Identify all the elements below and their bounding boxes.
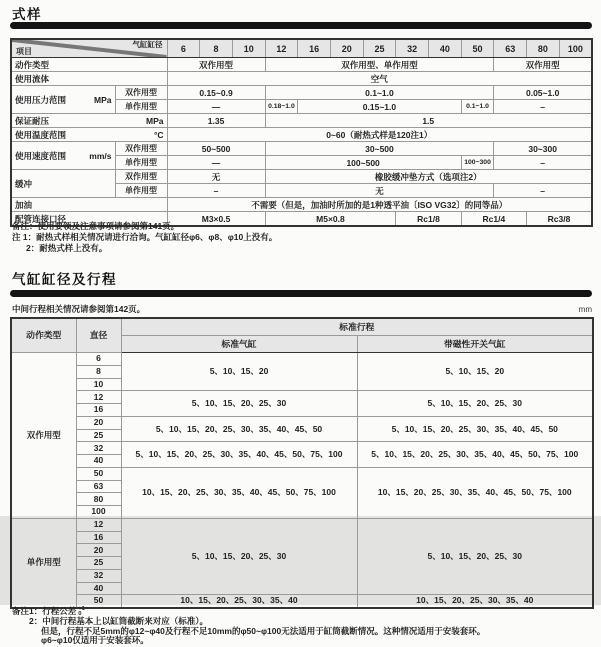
- spec-value-cell: Rc1/4: [461, 212, 526, 227]
- header-bore: 直径: [76, 318, 121, 353]
- note-line: 备注：使用要领及注意事项请参阅第141页。: [12, 221, 180, 231]
- note-line: 2：中间行程基本上以缸筒截断来对应（标准）。: [29, 615, 208, 626]
- bore-cell: 40: [76, 582, 121, 595]
- stroke-tolerance: +1 0: [78, 606, 85, 617]
- spec-sub-label: 单作用型: [115, 156, 167, 170]
- bore-cell: 100: [76, 506, 121, 519]
- switch-stroke-cell: 5、10、15、20: [357, 353, 593, 391]
- row-label-text: 加油: [15, 199, 33, 210]
- bore-cell: 40: [76, 455, 121, 468]
- standard-stroke-cell: 5、10、15、20: [121, 353, 357, 391]
- note-line: 但是，行程不足5mm的φ12~φ40及行程不足10mm的φ50~φ100无法适用于缸筒截断情况。这种情况适用于安装套环。: [41, 625, 486, 636]
- spec-sub-label: 单作用型: [115, 100, 167, 114]
- spec-value-cell: –: [494, 184, 592, 198]
- row-unit: °C: [153, 129, 164, 140]
- bore-header-cell: 16: [298, 39, 331, 58]
- action-type-cell: 单作用型: [11, 518, 76, 607]
- spec-value-cell: 0~60（耐热式样是120注1）: [167, 128, 592, 142]
- standard-stroke-cell: 5、10、15、20、25、30: [121, 391, 357, 417]
- section-title-specifications: 式样: [12, 7, 42, 22]
- spec-value-cell: –: [167, 184, 265, 198]
- bore-stroke-table: [10, 317, 594, 609]
- spec-value-cell: 双作用型: [494, 58, 592, 72]
- note-line: 注 1：耐热式样相关情况请进行洽询。气缸缸径φ6、φ8、φ10上没有。: [12, 231, 278, 242]
- spec-value-cell: 0.1~1.0: [265, 86, 494, 100]
- bore-header-cell: 10: [232, 39, 265, 58]
- standard-stroke-cell: 10、15、20、25、30、35、40、45、50、75、100: [121, 467, 357, 518]
- bore-cell: 10: [76, 378, 121, 391]
- spec-notes: [12, 221, 277, 253]
- spec-row-label: [11, 198, 167, 212]
- spec-row-label: [11, 86, 115, 114]
- bore-cell: 8: [76, 365, 121, 378]
- note-line: 2：耐热式样上没有。: [26, 242, 108, 253]
- bore-header-cell: 12: [265, 39, 298, 58]
- switch-stroke-cell: 5、10、15、20、25、30: [357, 518, 593, 595]
- bore-header-cell: 6: [167, 39, 200, 58]
- spec-value-cell: 0.15~1.0: [298, 100, 461, 114]
- title-rule-bar: [10, 22, 592, 29]
- spec-value-cell: 不需要（但是，加油时所加的是1种透平油〔ISO VG32〕的同等品）: [167, 198, 592, 212]
- switch-stroke-cell: 10、15、20、25、30、35、40: [357, 595, 593, 608]
- bore-header-cell: 25: [363, 39, 396, 58]
- row-label-text: 配管连接口径: [15, 213, 67, 224]
- row-unit: MPa: [94, 94, 112, 105]
- switch-stroke-cell: 10、15、20、25、30、35、40、45、50、75、100: [357, 467, 593, 518]
- header-standard-cylinder: 标准气缸: [121, 336, 357, 353]
- bore-cell: 50: [76, 595, 121, 608]
- title-rule-bar: [10, 290, 592, 297]
- bore-cell: 6: [76, 353, 121, 366]
- spec-value-cell: —: [167, 156, 265, 170]
- bore-cell: 50: [76, 467, 121, 480]
- row-unit: mm/s: [89, 150, 112, 161]
- spec-value-cell: 1.5: [265, 114, 592, 128]
- spec-sub-label: 双作用型: [115, 170, 167, 184]
- row-label-text: 缓冲: [15, 178, 33, 189]
- standard-stroke-cell: 10、15、20、25、30、35、40: [121, 595, 357, 608]
- spec-value-cell: Rc1/8: [396, 212, 461, 227]
- row-label-text: 保证耐压: [15, 115, 50, 126]
- spec-sub-label: 双作用型: [115, 86, 167, 100]
- spec-value-cell: 0.18~1.0: [265, 100, 298, 114]
- bore-header-cell: 63: [494, 39, 527, 58]
- row-label-text: 使用温度范围: [15, 129, 67, 140]
- row-label-text: 使用流体: [15, 73, 50, 84]
- bore-header-cell: 40: [429, 39, 462, 58]
- bore-cell: 20: [76, 544, 121, 557]
- bore-cell: 25: [76, 429, 121, 442]
- bore-cell: 63: [76, 480, 121, 493]
- bore-cell: 20: [76, 416, 121, 429]
- header-standard-stroke: 标准行程: [121, 318, 593, 336]
- table-corner-cell: [11, 39, 167, 58]
- spec-value-cell: 空气: [167, 72, 592, 86]
- spec-value-cell: 橡胶缓冲垫方式（选项注2）: [265, 170, 592, 184]
- corner-label-item: 项目: [16, 47, 32, 56]
- bore-header-cell: 80: [527, 39, 560, 58]
- standard-stroke-cell: 5、10、15、20、25、30: [121, 518, 357, 595]
- specifications-table: [10, 38, 593, 227]
- row-unit: MPa: [146, 115, 164, 126]
- spec-value-cell: 双作用型: [167, 58, 265, 72]
- spec-value-cell: 50~500: [167, 142, 265, 156]
- bore-header-cell: 50: [461, 39, 494, 58]
- spec-sub-label: 单作用型: [115, 184, 167, 198]
- spec-row-label: [11, 142, 115, 170]
- note-line: φ6~φ10仅适用于安装套环。: [41, 635, 149, 646]
- stroke-notes: [12, 607, 485, 646]
- standard-stroke-cell: 5、10、15、20、25、30、35、40、45、50、75、100: [121, 442, 357, 468]
- header-switch-cylinder: 带磁性开关气缸: [357, 336, 593, 353]
- action-type-cell: 双作用型: [11, 353, 76, 519]
- bore-cell: 16: [76, 531, 121, 544]
- bore-cell: 80: [76, 493, 121, 506]
- bore-cell: 12: [76, 391, 121, 404]
- spec-value-cell: 30~500: [265, 142, 494, 156]
- header-action-type: 动作类型: [11, 318, 76, 353]
- switch-stroke-cell: 5、10、15、20、25、30、35、40、45、50、75、100: [357, 442, 593, 468]
- spec-value-cell: 0.1~1.0: [461, 100, 494, 114]
- unit-label-mm: mm: [578, 305, 592, 314]
- spec-value-cell: 1.35: [167, 114, 265, 128]
- spec-value-cell: 双作用型、单作用型: [265, 58, 494, 72]
- spec-value-cell: M5×0.8: [265, 212, 396, 227]
- spec-value-cell: M3×0.5: [167, 212, 265, 227]
- spec-value-cell: 0.15~0.9: [167, 86, 265, 100]
- switch-stroke-cell: 5、10、15、20、25、30、35、40、45、50: [357, 416, 593, 442]
- bore-header-cell: 32: [396, 39, 429, 58]
- bore-header-cell: 20: [330, 39, 363, 58]
- row-label-text: 使用压力范围: [15, 94, 67, 105]
- note-line: 备注1：行程公差 +1 0: [12, 606, 85, 617]
- spec-value-cell: Rc3/8: [527, 212, 592, 227]
- spec-sub-label: 双作用型: [115, 142, 167, 156]
- bore-cell: 32: [76, 569, 121, 582]
- spec-row-label: [11, 170, 115, 198]
- spec-value-cell: 无: [265, 184, 494, 198]
- spec-value-cell: 100~500: [265, 156, 461, 170]
- spec-value-cell: 0.05~1.0: [494, 86, 592, 100]
- spec-row-label: [11, 72, 167, 86]
- row-label-text: 使用速度范围: [15, 150, 67, 161]
- bore-cell: 32: [76, 442, 121, 455]
- standard-stroke-cell: 5、10、15、20、25、30、35、40、45、50: [121, 416, 357, 442]
- spec-value-cell: —: [167, 100, 265, 114]
- spec-value-cell: 无: [167, 170, 265, 184]
- spec-value-cell: –: [494, 100, 592, 114]
- corner-label-bore: 气缸缸径: [132, 40, 163, 49]
- spec-value-cell: 100~300: [461, 156, 494, 170]
- row-label-text: 动作类型: [15, 59, 50, 70]
- mid-stroke-note: 中间行程相关情况请参阅第142页。: [12, 304, 146, 314]
- bore-cell: 12: [76, 518, 121, 531]
- spec-row-label: [11, 114, 167, 128]
- spec-value-cell: 30~300: [494, 142, 592, 156]
- bore-cell: 16: [76, 404, 121, 417]
- spec-row-label: [11, 128, 167, 142]
- bore-header-cell: 100: [559, 39, 592, 58]
- section-title-bore-stroke: 气缸缸径及行程: [12, 272, 117, 287]
- spec-value-cell: –: [494, 156, 592, 170]
- bore-cell: 25: [76, 557, 121, 570]
- spec-row-label: [11, 58, 167, 72]
- bore-header-cell: 8: [200, 39, 233, 58]
- switch-stroke-cell: 5、10、15、20、25、30: [357, 391, 593, 417]
